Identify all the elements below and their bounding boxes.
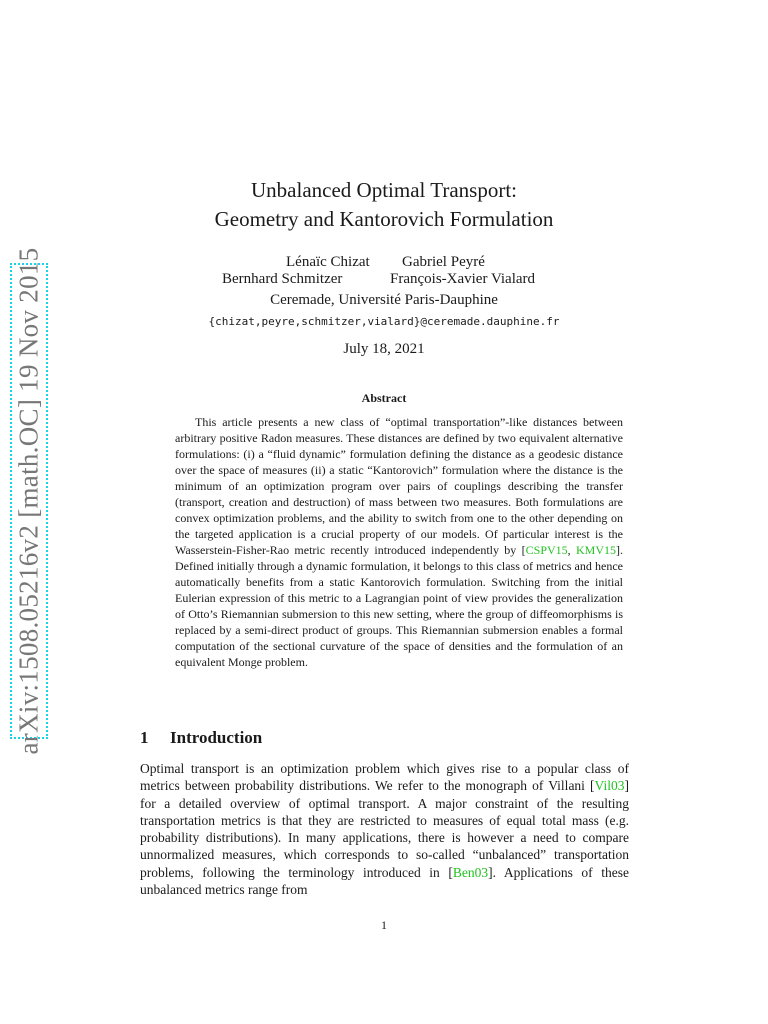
intro-text-1: Optimal transport is an optimization problem which gives rise to a popular class of metrics between probability distributions. We refer to the monograph of Villani [: [140, 761, 629, 794]
citation-link-kmv15[interactable]: KMV15: [576, 543, 617, 557]
author-emails: {chizat,peyre,schmitzer,vialard}@ceremade.dauphine.fr: [208, 315, 560, 328]
section-title: Introduction: [170, 728, 263, 747]
author-4: François-Xavier Vialard: [390, 271, 536, 287]
citation-link-cspv15[interactable]: CSPV15: [525, 543, 568, 557]
author-2: Gabriel Peyré: [402, 254, 485, 270]
abstract-text-1: This article presents a new class of “optimal transportation”-like distances between arbitrary positive Radon measures. These distances are defined by two equivalent alternative formulations: (i) a “fluid dynamic” formulation defining the distance as a geodesic distance over the space of measures (ii) a static “Kantorovich” formulation where the distance is the minimum of an optimization program over pairs of couplings describing the transfer (transport, creation and destruction) of mass between two measures. Both formulations are convex optimization problems, and the ability to switch from one to the other depending on the targeted application is a crucial property of our models. Of particular interest is the Wasserstein-Fisher-Rao metric recently introduced independently by [: [175, 415, 623, 557]
citation-separator: ,: [567, 543, 576, 557]
section-number: 1: [140, 728, 149, 747]
introduction-paragraph: [140, 760, 629, 898]
paper-title: [0, 176, 768, 234]
paper-date: July 18, 2021: [343, 341, 425, 357]
title-line-2: Geometry and Kantorovich Formulation: [214, 207, 554, 231]
arxiv-identifier[interactable]: arXiv:1508.05216v2 [math.OC] 19 Nov 2015: [13, 247, 44, 755]
intro-text-3: ]. Applications of these unbalanced metrics range from: [140, 864, 629, 898]
page-number: 1: [381, 918, 387, 932]
abstract-heading: Abstract: [361, 391, 407, 405]
citation-link-vil03[interactable]: Vil03: [594, 778, 625, 794]
section-heading: [140, 728, 262, 748]
author-1: Lénaïc Chizat: [286, 254, 370, 270]
citation-link-ben03[interactable]: Ben03: [452, 864, 489, 880]
title-line-1: Unbalanced Optimal Transport:: [251, 178, 517, 202]
arxiv-stamp[interactable]: [10, 247, 48, 755]
intro-text-2: ] for a detailed overview of optimal transport. A major constraint of the resulting transportation metrics is that they are restricted to measures of equal total mass (e.g. probability distributions). In many applications, there is however a need to compare unnormalized measures, which corresponds to so-called “unbalanced” transportation problems, following the terminology introduced in [: [140, 778, 629, 880]
author-3: Bernhard Schmitzer: [222, 271, 343, 287]
abstract-text-2: ]. Defined initially through a dynamic formulation, it belongs to this class of metrics and hence automatically benefits from a static Kantorovich formulation. Switching from the initial Eulerian expression of this metric to a Lagrangian point of view provides the generalization of Otto’s Riemannian submersion to this new setting, where the group of diffeomorphisms is replaced by a semi-direct product of groups. This Riemannian submersion enables a formal computation of the sectional curvature of the space of densities and the formulation of an equivalent Monge problem.: [175, 543, 624, 669]
abstract-body: [175, 414, 623, 670]
affiliation: Ceremade, Université Paris-Dauphine: [270, 292, 498, 308]
